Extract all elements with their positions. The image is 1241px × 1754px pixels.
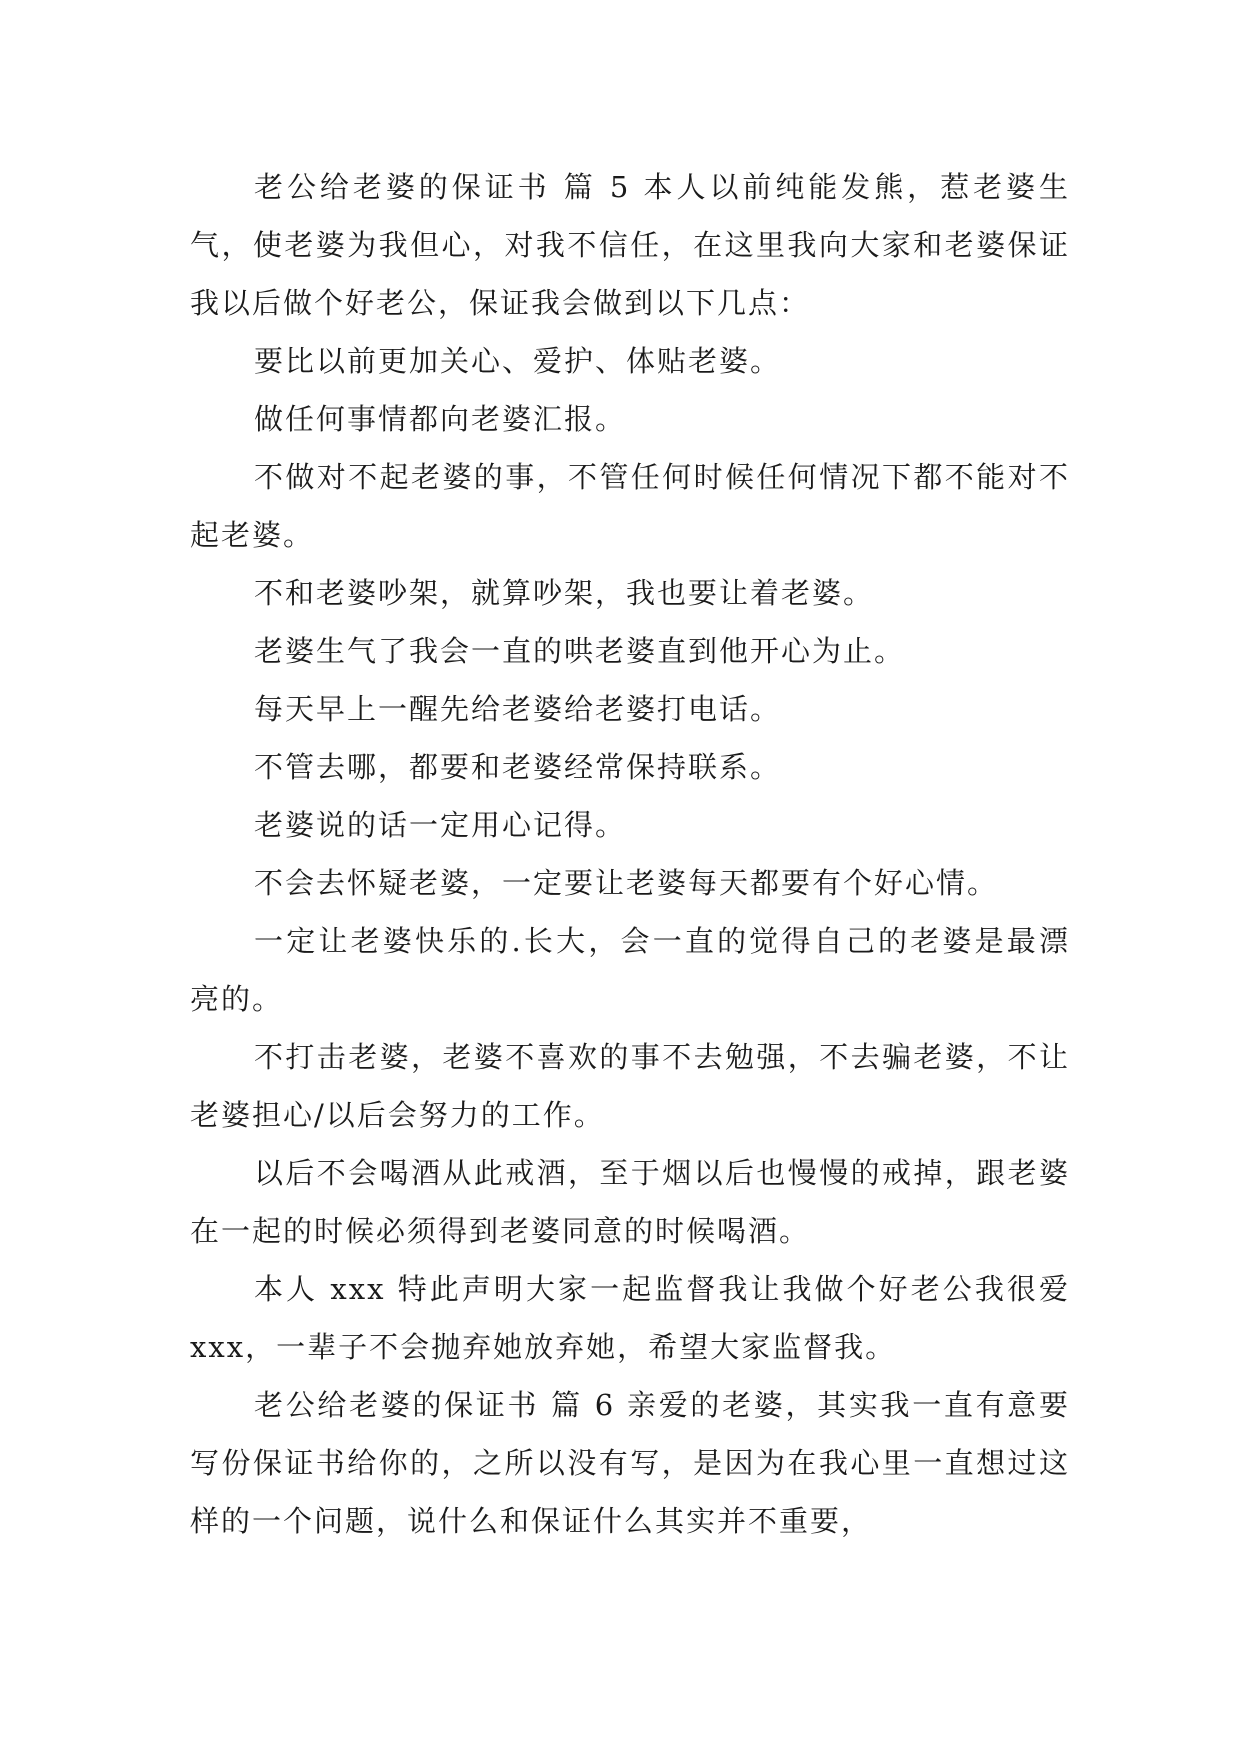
- paragraph-3: 做任何事情都向老婆汇报。: [254, 402, 627, 436]
- paragraph-1: 老公给老婆的保证书 篇 5 本人以前纯能发熊，惹老婆生气，使老婆为我但心，对我不信任，在这里我向大家和老婆保证我以后做个好老公，保证我会做到以下几点：: [190, 170, 1070, 320]
- paragraph-6: 老婆生气了我会一直的哄老婆直到他开心为止。: [254, 634, 906, 668]
- paragraph-13: 以后不会喝酒从此戒酒，至于烟以后也慢慢的戒掉，跟老婆在一起的时候必须得到老婆同意的时候喝酒。: [190, 1156, 1070, 1248]
- paragraph-12: 不打击老婆，老婆不喜欢的事不去勉强，不去骗老婆，不让老婆担心/以后会努力的工作。: [190, 1040, 1070, 1132]
- paragraph-2: 要比以前更加关心、爱护、体贴老婆。: [254, 344, 782, 378]
- paragraph-9: 老婆说的话一定用心记得。: [254, 808, 627, 842]
- paragraph-5: 不和老婆吵架，就算吵架，我也要让着老婆。: [254, 576, 875, 610]
- paragraph-4: 不做对不起老婆的事，不管任何时候任何情况下都不能对不起老婆。: [190, 460, 1070, 552]
- paragraph-11: 一定让老婆快乐的.长大，会一直的觉得自己的老婆是最漂亮的。: [190, 924, 1070, 1016]
- paragraph-10: 不会去怀疑老婆，一定要让老婆每天都要有个好心情。: [254, 866, 999, 900]
- document-body: [190, 158, 1070, 1550]
- paragraph-14: 本人 xxx 特此声明大家一起监督我让我做个好老公我很爱 xxx，一辈子不会抛弃她放弃她，希望大家监督我。: [190, 1272, 1070, 1364]
- paragraph-8: 不管去哪，都要和老婆经常保持联系。: [254, 750, 782, 784]
- paragraph-15: 老公给老婆的保证书 篇 6 亲爱的老婆，其实我一直有意要写份保证书给你的，之所以没有写，是因为在我心里一直想过这样的一个问题，说什么和保证什么其实并不重要，: [190, 1388, 1070, 1538]
- paragraph-7: 每天早上一醒先给老婆给老婆打电话。: [254, 692, 782, 726]
